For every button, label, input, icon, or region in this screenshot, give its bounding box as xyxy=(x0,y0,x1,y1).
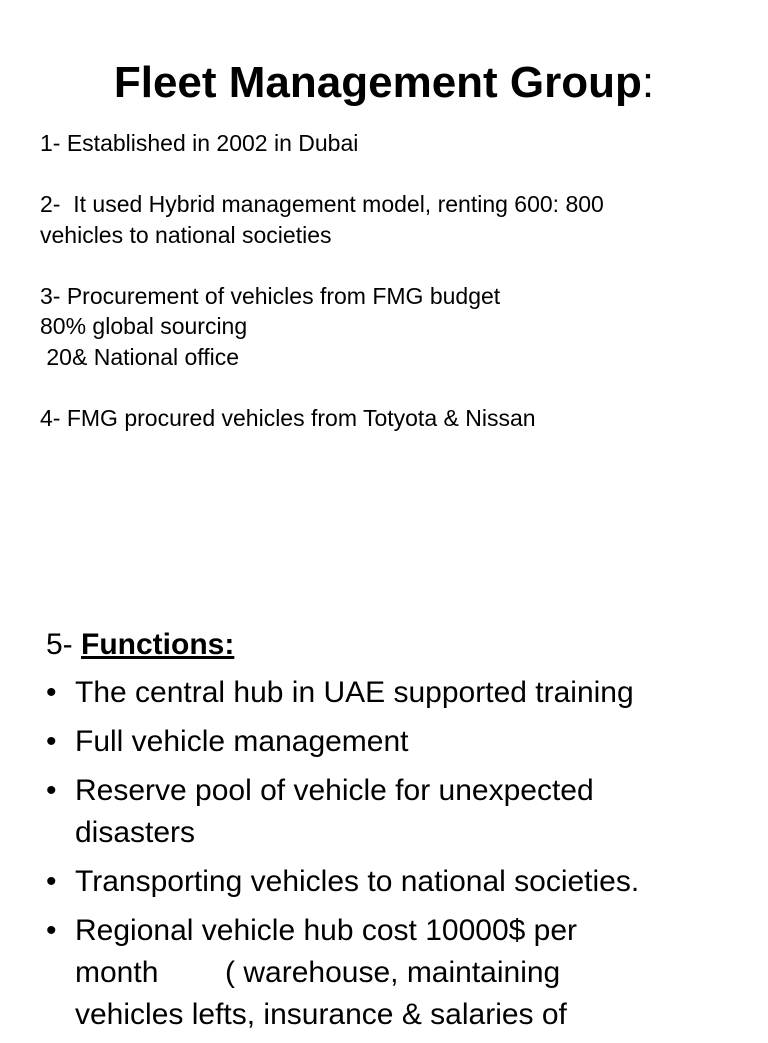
point-3 xyxy=(40,281,740,373)
list-item-line: disasters xyxy=(75,816,196,849)
list-item-line: Regional vehicle hub cost 10000$ per xyxy=(75,914,578,947)
point-line: 4- FMG procured vehicles from Totyota & Nissan xyxy=(40,404,536,431)
functions-label: Functions: xyxy=(81,628,235,661)
point-line: 20& National office xyxy=(40,343,240,370)
list-item-line: month ( warehouse, maintaining xyxy=(75,956,561,989)
list-item xyxy=(46,721,736,763)
list-item-text xyxy=(75,770,736,854)
functions-list xyxy=(46,672,736,1036)
bullet-icon: • xyxy=(46,725,57,758)
list-item-text xyxy=(75,861,736,903)
list-item xyxy=(46,770,736,854)
functions-prefix: 5- xyxy=(46,628,82,661)
bullet-icon: • xyxy=(46,676,57,709)
list-item-line: vehicles lefts, insurance & salaries of xyxy=(75,998,567,1031)
page-title-text: Fleet Management Group xyxy=(113,58,642,108)
point-line: 3- Procurement of vehicles from FMG budget xyxy=(40,282,501,309)
list-item xyxy=(46,672,736,714)
point-line: vehicles to national societies xyxy=(40,221,332,248)
bullet-icon: • xyxy=(46,914,57,947)
point-4 xyxy=(40,403,740,434)
bullet-icon: • xyxy=(46,865,57,898)
list-item-line: Transporting vehicles to national societies. xyxy=(75,865,640,898)
page-title-colon: : xyxy=(641,58,655,108)
list-item-text xyxy=(75,721,736,763)
numbered-points xyxy=(40,128,740,433)
list-item-line: Reserve pool of vehicle for unexpected xyxy=(75,774,594,807)
bullet-icon: • xyxy=(46,774,57,807)
page-title xyxy=(0,55,768,111)
list-item-line: The central hub in UAE supported training xyxy=(75,676,634,709)
list-item xyxy=(46,861,736,903)
functions-heading xyxy=(46,624,736,666)
functions-section xyxy=(46,624,736,1043)
list-item-text xyxy=(75,910,736,1036)
list-item xyxy=(46,910,736,1036)
point-line: 2- It used Hybrid management model, renting 600: 800 xyxy=(40,191,604,217)
list-item-text xyxy=(75,672,736,714)
point-line: 1- Established in 2002 in Dubai xyxy=(40,130,359,156)
point-line: 80% global sourcing xyxy=(40,313,248,339)
point-1 xyxy=(40,128,740,159)
list-item-line: Full vehicle management xyxy=(75,725,409,758)
point-2 xyxy=(40,189,740,250)
